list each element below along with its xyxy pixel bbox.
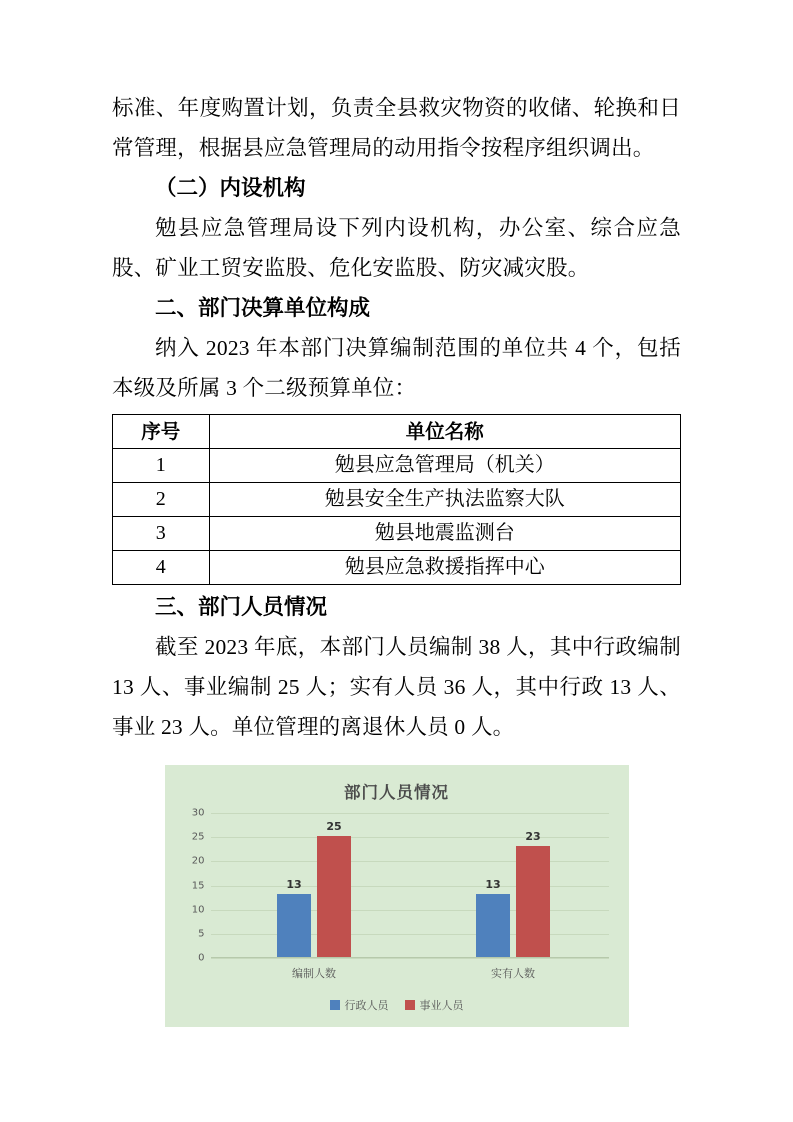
chart-y-tick-label: 10 — [191, 904, 205, 916]
heading-internal-structure: （二）内设机构 — [155, 176, 306, 200]
chart-bar-value-label: 13 — [286, 878, 302, 892]
chart-legend-swatch — [405, 1000, 415, 1010]
chart-category-label: 实有人数 — [490, 967, 535, 980]
chart-bar-value-label: 25 — [326, 820, 342, 834]
table-row — [113, 449, 681, 483]
table-row — [113, 517, 681, 551]
chart-bar — [317, 820, 351, 957]
chart-legend-item — [405, 997, 464, 1013]
chart-gridline — [198, 952, 609, 964]
chart-bar — [277, 878, 311, 957]
chart-y-tick-label: 5 — [198, 928, 205, 940]
chart-plot-area — [191, 807, 609, 980]
chart-bar-fill — [277, 894, 311, 957]
chart-bar-fill — [317, 836, 351, 957]
chart-bar — [476, 878, 510, 957]
chart-bar — [516, 829, 550, 957]
table-row — [113, 483, 681, 517]
heading-section-three: 三、部门人员情况 — [155, 595, 328, 619]
table-header-name: 单位名称 — [209, 415, 680, 449]
paragraph-internal-structure: 勉县应急管理局设下列内设机构，办公室、综合应急股、矿业工贸安监股、危化安监股、防灾减灾股。 — [112, 216, 681, 280]
table-header-no: 序号 — [113, 415, 210, 449]
table-cell-no: 2 — [113, 483, 210, 517]
chart-legend-swatch — [330, 1000, 340, 1010]
chart-y-tick-label: 30 — [191, 807, 205, 819]
chart-y-tick-label: 25 — [191, 831, 205, 843]
table-cell-name: 勉县地震监测台 — [209, 517, 680, 551]
personnel-bar-chart — [165, 765, 629, 1027]
table-cell-no: 3 — [113, 517, 210, 551]
table-row — [113, 551, 681, 585]
table-cell-name: 勉县应急救援指挥中心 — [209, 551, 680, 585]
chart-bar-fill — [516, 846, 550, 957]
chart-legend-item — [330, 997, 389, 1013]
heading-section-two: 二、部门决算单位构成 — [155, 296, 371, 320]
paragraph-continued: 标准、年度购置计划，负责全县救灾物资的收储、轮换和日常管理，根据县应急管理局的动用指令按程序组织调出。 — [112, 96, 681, 160]
chart-y-tick-label: 20 — [191, 855, 205, 867]
table-header-row — [113, 415, 681, 449]
paragraph-section-two: 纳入 2023 年本部门决算编制范围的单位共 4 个，包括本级及所属 3 个二级预算单位： — [112, 336, 681, 400]
table-cell-name: 勉县安全生产执法监察大队 — [209, 483, 680, 517]
table-cell-name: 勉县应急管理局（机关） — [209, 449, 680, 483]
chart-bar-value-label: 13 — [485, 878, 501, 892]
chart-category-label: 编制人数 — [291, 967, 336, 980]
table-cell-no: 1 — [113, 449, 210, 483]
chart-bars — [211, 813, 609, 980]
chart-legend — [165, 997, 629, 1013]
paragraph-section-three: 截至 2023 年底，本部门人员编制 38 人，其中行政编制 13 人、事业编制 25 人；实有人员 36 人，其中行政 13 人、事业 23 人。单位管理的离退休人员 0 人。 — [112, 635, 681, 739]
chart-bar-value-label: 23 — [525, 829, 541, 843]
table-cell-no: 4 — [113, 551, 210, 585]
units-table — [112, 414, 681, 585]
chart-title: 部门人员情况 — [344, 783, 449, 802]
chart-legend-label: 事业人员 — [419, 999, 464, 1012]
chart-legend-label: 行政人员 — [344, 999, 389, 1012]
chart-bar-fill — [476, 894, 510, 957]
chart-y-tick-label: 0 — [198, 952, 205, 964]
chart-y-tick-label: 15 — [191, 880, 205, 891]
